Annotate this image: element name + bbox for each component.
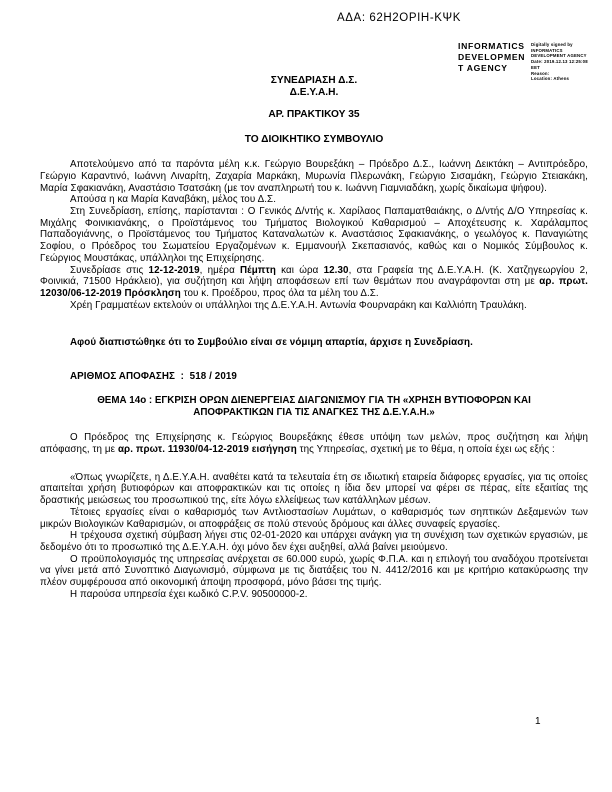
minutes-body [40, 159, 588, 600]
paragraph-quote-2: Τέτοιες εργασίες είναι ο καθαρισμός των Αντλιοστασίων Λυμάτων, ο καθαρισμός των σηπτικών Δεξαμενών των μικρών Βιολογικών Καθαρισμών, οι αποφράξεις σε πολύ στενούς δρόμους και άλλες συναφείς εργασίες. [40, 506, 588, 530]
ada-number: ΑΔΑ: 62Η2ΟΡΙΗ-ΚΨΚ [337, 12, 461, 24]
recommendation-protocol: αρ. πρωτ. 11930/04-12-2019 εισήγηση [117, 444, 297, 456]
stamp-agency-line: INFORMATICS [458, 41, 525, 51]
paragraph-session-info: Συνεδρίασε στις 12-12-2019, ημέρα Πέμπτη και ώρα 12.30, στα Γραφεία της Δ.Ε.Υ.Α.Η. (Κ. Χατζηγεωργίου 2, Φοινικιά, 71500 Ηράκλειο), για συζήτηση και λήψη αποφάσεων επί των θεμάτων που αναγράφονται στη με αρ. πρωτ. 12030/06-12-2019 Πρόσκληση του κ. Προέδρου, προς όλα τα μέλη του Δ.Σ. [40, 264, 588, 299]
paragraph-secretaries: Χρέη Γραμματέων εκτελούν οι υπάλληλοι της Δ.Ε.Υ.Α.Η. Αντωνία Φουρναράκη και Καλλιόπη Τραυλάκη. [70, 299, 527, 311]
topic-heading [40, 395, 588, 419]
decision-number: ΑΡΙΘΜΟΣ ΑΠΟΦΑΣΗΣ : 518 / 2019 [70, 371, 237, 383]
paragraph-members: Αποτελούμενο από τα παρόντα μέλη κ.κ. Γεώργιο Βουρεξάκη – Πρόεδρο Δ.Σ., Ιωάννη Δεικτάκη – Αντιπρόεδρο, Γεώργιο Καραντινό, Ιωάννη Λιναρίτη, Ζαχαρία Μαρκάκη, Μυρωνία Πλερωνάκη, Γεώργιο Σισαμάκη, Γεώργιο Στειακάκη, Μαρία Σφακιανάκη, Αναστάσιο Τσατσάκη (με τον αναπληρωτή του κ. Ιωάννη Γιαμνιαδάκη, χωρίς δικαίωμα ψήφου). [40, 159, 588, 194]
paragraph-introduction: Ο Πρόεδρος της Επιχείρησης κ. Γεώργιος Βουρεξάκης έθεσε υπόψη των μελών, προς συζήτηση και λήψη απόφασης, τη με αρ. πρωτ. 11930/04-12-2019 εισήγηση της Υπηρεσίας, σχετική με το θέμα, η οποία έχει ως εξής : [40, 432, 588, 456]
signature-line: Date: 2019.12.13 12:25:08 [531, 59, 588, 65]
paragraph-quorum: Αφού διαπιστώθηκε ότι το Συμβούλιο είναι σε νόμιμη απαρτία, άρχισε η Συνεδρίαση. [70, 337, 473, 349]
paragraph-attendees: Στη Συνεδρίαση, επίσης, παρίστανται : Ο Γενικός Δ/ντής κ. Χαρίλαος Παπαματθαιάκης, ο Δ/ντής Δ/Ο Υπηρεσίας κ. Μιχάλης Φοινικιανάκης, ο Προϊστάμενος του Τμήματος Βιολογικού Καθαρισμού – Αποχέτευσης κ. Χαράλαμπος Παπαδογιάννης, ο Προϊστάμενος του Τμήματος Καταναλωτών κ. Αναστάσιος Σφακιανάκης, ο γεωλόγος κ. Παναγιώτης Σοφίου, ο Πρόεδρος του Σωματείου Εργαζομένων κ. Εμμανουήλ Σκεπασιανός, καθώς και ο Νομικός Σύμβουλος κ. Γεώργιος Μουστάκας, υπάλληλοι της Επιχείρησης. [40, 206, 588, 264]
paragraph-quote-4: Ο προϋπολογισμός της υπηρεσίας ανέρχεται σε 60.000 ευρώ, χωρίς Φ.Π.Α. και η επιλογή του αναδόχου προτείνεται να γίνει μετά από Συνοπτικό Διαγωνισμό, σύμφωνα με τις διατάξεις του Ν. 4412/2016 και με κριτήριο κατακύρωσης την πλέον συμφέρουσα από οικονομική άποψη προσφορά, μόνο βάσει της τιμής. [40, 553, 588, 589]
signature-line: Reason: [531, 70, 550, 76]
board-title: ΤΟ ΔΙΟΙΚΗΤΙΚΟ ΣΥΜΒΟΥΛΙΟ [244, 134, 384, 146]
session-date: 12-12-2019 [148, 264, 200, 276]
signature-line: EET [531, 64, 540, 70]
topic-heading-line: ΘΕΜΑ 14ο : ΕΓΚΡΙΣΗ ΟΡΩΝ ΔΙΕΝΕΡΓΕΙΑΣ ΔΙΑΓΩΝΙΣΜΟΥ ΓΙΑ ΤΗ «ΧΡΗΣΗ ΒΥΤΙΟΦΟΡΩΝ ΚΑΙ [97, 394, 531, 406]
session-title: ΣΥΝΕΔΡΙΑΣΗ Δ.Σ. [270, 75, 358, 86]
paragraph-absent: Απούσα η κα Μαρία Καναβάκη, μέλος του Δ.Σ. [70, 194, 277, 206]
organization-name: Δ.Ε.Υ.Α.Η. [289, 86, 339, 98]
signature-line: INFORMATICS [531, 47, 563, 53]
minutes-number: ΑΡ. ΠΡΑΚΤΙΚΟΥ 35 [268, 108, 360, 120]
signature-line: Digitally signed by [531, 42, 573, 47]
signature-line: Location: Athens [531, 76, 570, 82]
digital-stamp-agency [458, 41, 525, 74]
session-day: Πέμπτη [240, 264, 276, 276]
session-time: 12.30 [323, 264, 349, 276]
stamp-agency-line: T AGENCY [458, 63, 508, 73]
paragraph-quote-3: Η τρέχουσα σχετική σύμβαση λήγει στις 02-01-2020 και υπάρχει ανάγκη για τη συνέχιση των σχετικών εργασιών, με δεδομένο ότι το προσωπικό της Δ.Ε.Υ.Α.Η. όχι μόνο δεν έχει αυξηθεί, αλλά βαίνει μειούμενο. [40, 530, 588, 553]
topic-heading-line: ΑΠΟΦΡΑΚΤΙΚΩΝ ΓΙΑ ΤΙΣ ΑΝΑΓΚΕΣ ΤΗΣ Δ.Ε.Υ.Α.Η.» [193, 406, 435, 418]
signature-line: DEVELOPMENT AGENCY [531, 53, 587, 59]
page-number: 1 [535, 716, 541, 727]
document-content [40, 75, 588, 600]
paragraph-quote-1: «Όπως γνωρίζετε, η Δ.Ε.Υ.Α.Η. αναθέτει κατά τα τελευταία έτη σε ιδιωτική εταιρεία διάφορες εργασίες, για τις οποίες απαιτείται χρήση βυτιοφόρων και αποφρακτικών και τις οποίες η ίδια δεν μπορεί να φέρει σε πέρας, είτε εξαιτίας της δραστικής μειώσεως του προσωπικού της, είτε λόγω ελλείψεως των κατάλληλων μέσων. [40, 471, 588, 507]
invitation-protocol: αρ. πρωτ. 12030/06-12-2019 Πρόσκληση [40, 276, 588, 299]
paragraph-quote-5: Η παρούσα υπηρεσία έχει κωδικό C.P.V. 90500000-2. [70, 588, 308, 600]
stamp-agency-line: DEVELOPMEN [458, 52, 526, 62]
